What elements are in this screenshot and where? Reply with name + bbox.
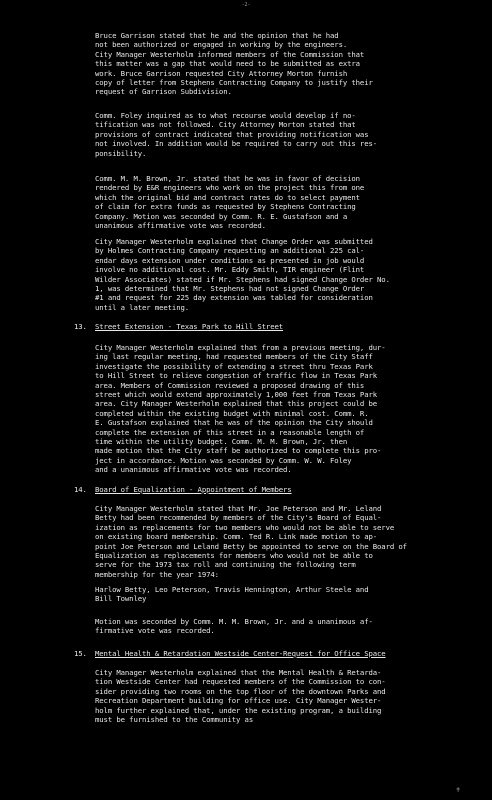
text-line: Bruce Garrison stated that he and the opinion that he had [95,31,339,40]
paragraph-mental-health [95,668,386,724]
text-line: time within the utility budget. Comm. M. M. Brown, Jr. then [95,437,348,447]
text-line: City Manager Westerholm explained that from a previous meeting, dur- [95,343,386,352]
text-line: ponsibility. [95,148,147,158]
text-line: City Manager Westerholm explained that the Mental Health & Retarda- [95,668,382,677]
text-line: Comm. Foley inquired as to what recourse would develop if no- [95,111,356,120]
section-number-14: 14. [74,485,87,494]
text-line: #1 and request for 225 day extension was tabled for consideration [95,293,373,303]
text-line: rendered by E&R engineers who work on the project this from one [95,183,365,193]
text-line: Company. Motion was seconded by Comm. R. E. Gustafson and a [95,211,348,221]
text-line: City Manager Westerholm informed members of the Commission that [95,49,365,59]
text-line: complete the extension of this street in a reasonable length of [95,427,365,437]
text-line: 1, was determined that Mr. Stephens had not signed Change Order [95,284,365,294]
text-line: Comm. M. M. Brown, Jr. stated that he was in favor of decision [95,174,360,183]
text-line: completed within the existing budget with minimal cost. Comm. R. [95,408,369,418]
text-line: holm further explained that, under the existing program, a building [95,705,382,715]
paragraph-brown-motion [95,174,364,230]
text-line: on existing board membership. Comm. Ted R. Link made motion to ap- [95,532,378,542]
text-line: ization as replacements for two members who would not be able to serve [95,522,395,532]
paragraph-street-extension [95,343,386,475]
text-line: E. Gustafson explained that he was of the opinion the City should [95,418,373,428]
text-line: work. Bruce Garrison requested City Attorney Morton furnish [95,68,348,78]
paragraph-motion-seconded [95,617,373,636]
paragraph-board-equalization [95,504,407,579]
paragraph-change-order [95,237,390,312]
text-line: involve no additional cost. Mr. Eddy Smith, TIR engineer (Flint [95,265,365,275]
text-line: copy of letter from Stephens Contracting Company to justify their [95,78,373,88]
text-line: by Holmes Contracting Company requesting an additional 225 cal- [95,246,365,256]
text-line: point Joe Peterson and Leland Betty be appointed to serve on the Board of [95,541,407,551]
text-line: provisions of contract indicated that providing notification was [95,129,369,139]
text-line: must be furnished to the Community as [95,715,254,725]
text-line: to Hill Street to relieve congestion of traffic flow in Texas Park [95,371,378,381]
section-number-15: 15. [74,649,87,658]
section-heading-13: Street Extension - Texas Park to Hill Street [95,322,284,331]
text-line: serve for the 1973 tax roll and continuing the following term [95,560,356,570]
text-line: Wilder Associates) stated if Mr. Stephens had signed Change Order No. [95,274,390,284]
paragraph-foley-inquiry [95,111,377,158]
text-line: request of Garrison Subdivision. [95,87,232,97]
text-line: Bill Townley [95,594,147,604]
text-line: area. City Manager Westerholm explained that this project could be [95,399,378,409]
text-line: Recreation Department building for office use. City Manager Wester- [95,696,382,706]
text-line: tification was not followed. City Attorney Morton stated that [95,120,356,130]
text-line: ing last regular meeting, had requested members of the City Staff [95,352,373,362]
text-line: unanimous affirmative vote was recorded. [95,221,266,231]
text-line: not been authorized or engaged in working by the engineers. [95,40,348,50]
corner-mark-icon: ǂ [456,786,461,794]
section-number-13: 13. [74,322,87,331]
section-heading-14: Board of Equalization - Appointment of Members [95,485,292,494]
text-line: of claim for extra funds as requested by Stephens Contracting [95,202,356,212]
text-line: investigate the possibility of extending a street thru Texas Park [95,361,373,371]
text-line: Harlow Betty, Leo Peterson, Travis Hennington, Arthur Steele and [95,585,369,594]
text-line: until a later meeting. [95,302,190,312]
paragraph-garrison-intro [95,31,373,97]
text-line: made motion that the City staff be authorized to complete this pro- [95,446,382,456]
text-line: ject in accordance. Motion was seconded by Comm. W. W. Foley [95,455,352,465]
text-line: City Manager Westerholm stated that Mr. Joe Peterson and Mr. Leland [95,504,382,513]
text-line: Equalization as replacements for members who would not be able to [95,551,373,561]
text-line: tion Westside Center had requested members of the Commission to con- [95,677,386,687]
page-number: -2- [241,2,251,8]
paragraph-member-names [95,585,368,604]
text-line: and a unanimous affirmative vote was recorded. [95,465,292,475]
text-line: City Manager Westerholm explained that Change Order was submitted [95,237,373,246]
text-line: Motion was seconded by Comm. M. M. Brown, Jr. and a unanimous af- [95,617,373,626]
section-heading-15: Mental Health & Retardation Westside Center-Request for Office Space [95,649,386,658]
text-line: street which would extend approximately 1,000 feet from Texas Park [95,390,378,400]
text-line: endar days extension under conditions as presented in job would [95,255,365,265]
text-line: Betty had been recommended by members of the City's Board of Equal- [95,513,382,523]
text-line: sider providing two rooms on the top floor of the downtown Parks and [95,686,386,696]
text-line: which the original bid and contract rates do to select payment [95,192,360,202]
text-line: membership for the year 1974: [95,569,219,579]
text-line: firmative vote was recorded. [95,626,215,636]
text-line: area. Members of Commission reviewed a proposed drawing of this [95,380,365,390]
text-line: not involved. In addition would be required to carry out this res- [95,139,378,149]
text-line: this matter was a gap that would need to be submitted as extra [95,59,360,69]
